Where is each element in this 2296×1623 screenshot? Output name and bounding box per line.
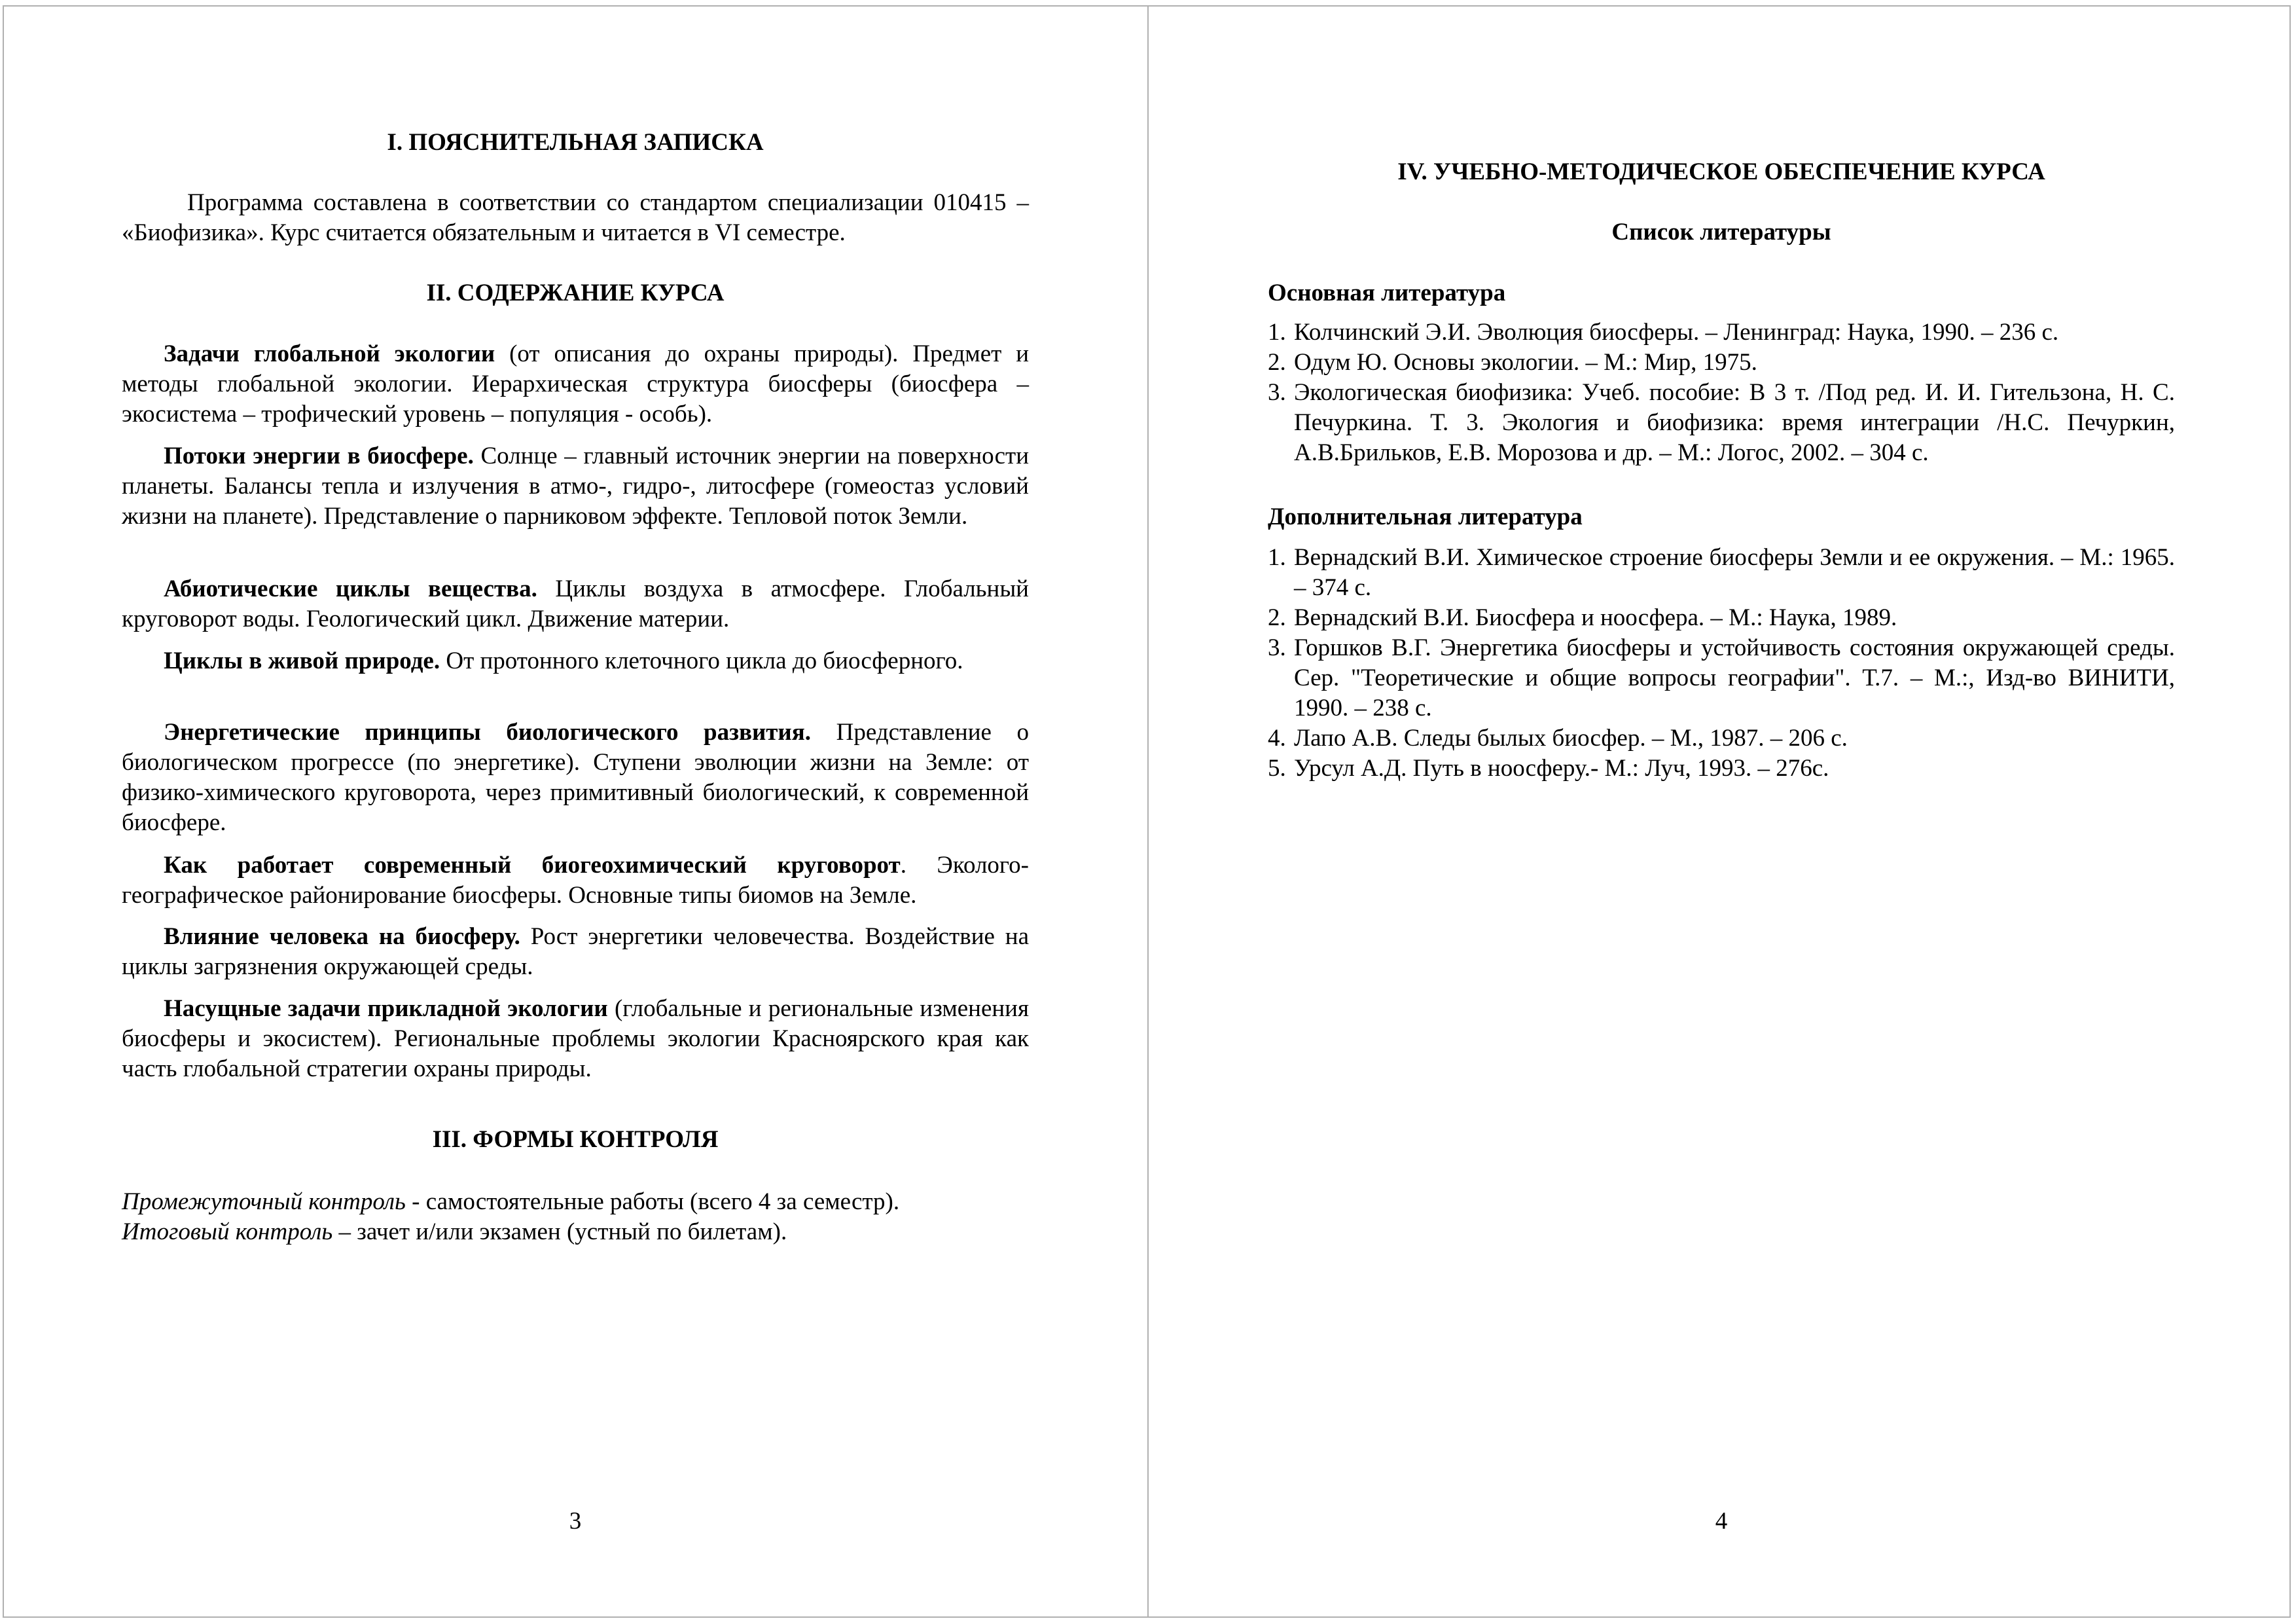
page-number: 3: [569, 1508, 582, 1535]
topic-text: Рост энергетики человечества. Воздействие на циклы загрязнения окружающей среды.: [122, 923, 1029, 980]
topic-text: (глобальные и региональные изменения биосферы и экосистем). Региональные проблемы экологии Красноярского края как часть глобальной стратегии охраны природы.: [122, 995, 1029, 1082]
list-item: 3. Горшков В.Г. Энергетика биосферы и устойчивость состояния окружающей среды. Сер. "Теоретические и общие вопросы географии". Т.7. – М.:, Изд-во ВИНИТИ, 1990. – 238 с.: [1268, 634, 2175, 721]
topic-title: Насущные задачи прикладной экологии: [164, 995, 608, 1022]
section2-title: II. СОДЕРЖАНИЕ КУРСА: [426, 280, 725, 306]
topic-paragraph: [122, 339, 1029, 429]
list-item: 1. Колчинский Э.И. Эволюция биосферы. – Ленинград: Наука, 1990. – 236 с.: [1268, 319, 2059, 346]
topic-text: Представление о биологическом прогрессе (по энергетике). Ступени эволюции жизни на Земле: от физико-химического круговорота, через примитивный биологический, к современной биосфере.: [122, 719, 1029, 836]
section3-title: III. ФОРМЫ КОНТРОЛЯ: [432, 1126, 719, 1153]
left-page: [122, 0, 1029, 1623]
topic-title: Потоки энергии в биосфере.: [164, 443, 474, 469]
control-type: Итоговый контроль: [122, 1218, 333, 1245]
main-literature-list: [1268, 318, 2175, 468]
list-item: 3. Экологическая биофизика: Учеб. пособие: В 3 т. /Под ред. И. И. Гительзона, Н. С. Печуркина. Т. 3. Экология и биофизика: время интеграции /Н.С. Печуркин, А.В.Брильков, Е.В. Морозова и др. – М.: Логос, 2002. – 304 с.: [1268, 379, 2175, 466]
extra-literature-title: Дополнительная литература: [1268, 503, 1583, 530]
section1-title: I. ПОЯСНИТЕЛЬНАЯ ЗАПИСКА: [387, 129, 764, 156]
topic-paragraph: [122, 922, 1029, 982]
topic-text: . Эколого-географическое районирование биосферы. Основные типы биомов на Земле.: [122, 852, 1029, 909]
section1-text: Программа составлена в соответствии со стандартом специализации 010415 – «Биофизика». Курс считается обязательным и читается в VI семестре.: [122, 189, 1029, 246]
page-divider: [1147, 5, 1149, 1618]
list-item: 4. Лапо А.В. Следы былых биосфер. – М., 1987. – 206 с.: [1268, 725, 1848, 752]
topic-paragraph: [122, 646, 1029, 676]
list-item: 2. Вернадский В.И. Биосфера и ноосфера. – М.: Наука, 1989.: [1268, 604, 1897, 631]
topic-title: Абиотические циклы вещества.: [164, 575, 537, 602]
topic-paragraph: [122, 850, 1029, 911]
right-page: [1268, 0, 2175, 1623]
control-type: Промежуточный контроль: [122, 1188, 406, 1215]
list-item: 2. Одум Ю. Основы экологии. – М.: Мир, 1975.: [1268, 349, 1757, 376]
list-item: 1. Вернадский В.И. Химическое строение биосферы Земли и ее окружения. – М.: 1965. – 374 с.: [1268, 544, 2175, 601]
topic-title: Циклы в живой природе.: [164, 647, 440, 674]
topic-paragraph: [122, 994, 1029, 1084]
control-line: [122, 1187, 899, 1217]
topic-text: От протонного клеточного цикла до биосферного.: [440, 647, 963, 674]
topic-paragraph: [122, 718, 1029, 838]
list-item: 5. Урсул А.Д. Путь в ноосферу.- М.: Луч, 1993. – 276с.: [1268, 755, 1829, 782]
topic-text: Циклы воздуха в атмосфере. Глобальный круговорот воды. Геологический цикл. Движение материи.: [122, 575, 1029, 632]
topic-title: Задачи глобальной экологии: [164, 340, 495, 367]
topic-paragraph: [122, 574, 1029, 634]
section4-title: IV. УЧЕБНО-МЕТОДИЧЕСКОЕ ОБЕСПЕЧЕНИЕ КУРСА: [1397, 158, 2045, 185]
control-text: – зачет и/или экзамен (устный по билетам).: [332, 1218, 787, 1245]
main-literature-title: Основная литература: [1268, 280, 1506, 306]
topic-title: Влияние человека на биосферу.: [164, 923, 520, 950]
topic-title: Как работает современный биогеохимический круговорот: [164, 852, 901, 879]
topic-paragraph: [122, 441, 1029, 532]
control-text: - самостоятельные работы (всего 4 за семестр).: [405, 1188, 900, 1215]
topic-text: (от описания до охраны природы). Предмет и методы глобальной экологии. Иерархическая структура биосферы (биосфера – экосистема – трофический уровень – популяция - особь).: [122, 340, 1029, 428]
topic-title: Энергетические принципы биологического развития.: [164, 719, 812, 746]
literature-title: Список литературы: [1611, 219, 1831, 246]
topic-text: Солнце – главный источник энергии на поверхности планеты. Балансы тепла и излучения в атмо-, гидро-, литосфере (гомеостаз условий жизни на планете). Представление о парниковом эффекте. Тепловой поток Земли.: [122, 443, 1029, 530]
extra-literature-list: [1268, 543, 2175, 784]
control-line: [122, 1217, 787, 1247]
page-number: 4: [1715, 1508, 1728, 1535]
